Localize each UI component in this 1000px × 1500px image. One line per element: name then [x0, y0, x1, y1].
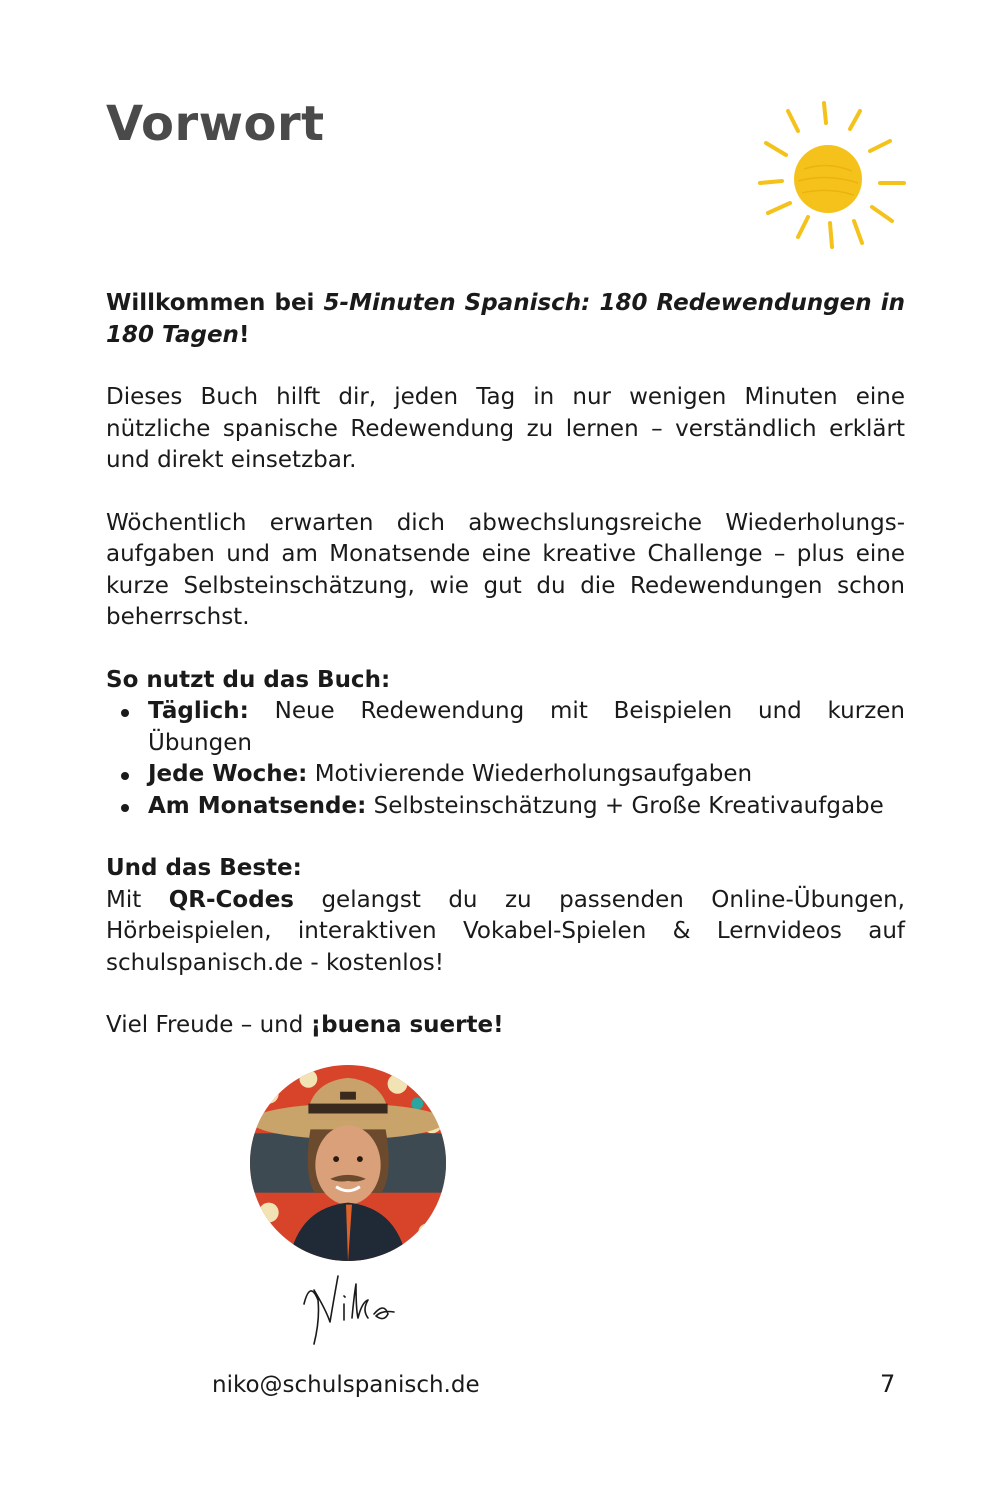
sun-icon [752, 95, 912, 255]
page-number: 7 [880, 1370, 896, 1398]
welcome-suffix: ! [238, 321, 250, 348]
usage-item-label: Jede Woche: [148, 761, 308, 787]
author-email: niko@schulspanisch.de [212, 1372, 480, 1398]
foreword-content [106, 288, 905, 1073]
closing-prefix: Viel Freude – und [106, 1012, 311, 1038]
book-title: 5-Minuten Spanisch: 180 Redewendungen in 180 Tagen [106, 290, 905, 348]
closing-emphasis: ¡buena suerte! [310, 1012, 504, 1038]
closing-paragraph [106, 1010, 905, 1042]
usage-list [106, 696, 905, 822]
best-text: gelangst du zu passenden Online-Übungen, Hörbeispielen, interaktiven Vokabel-Spielen & Lernvideos auf schulspanisch.de - kostenlos! [106, 886, 905, 976]
author-photo [249, 1064, 447, 1262]
welcome-prefix: Willkommen bei [106, 290, 324, 316]
usage-item-text: Neue Redewendung mit Beispielen und kurzen Übungen [148, 698, 905, 756]
usage-heading: So nutzt du das Buch: [106, 666, 391, 693]
usage-item-monthly [148, 791, 905, 823]
weekly-paragraph: Wöchentlich erwarten dich abwechslungsreiche Wiederholungs- aufgaben und am Monatsende eine kreative Challenge – plus eine kurze Selbsteinschätzung, wie gut du die Redewendungen schon beherrschst. [106, 509, 905, 630]
usage-item-text: Selbsteinschätzung + Große Kreativaufgabe [366, 792, 884, 819]
usage-item-label: Am Monatsende: [148, 792, 367, 819]
usage-item-weekly [148, 759, 905, 791]
usage-item-daily [148, 696, 905, 759]
best-paragraph [106, 885, 905, 980]
signature [296, 1270, 406, 1350]
intro-paragraph: Dieses Buch hilft dir, jeden Tag in nur wenigen Minuten eine nützliche spanische Redewendung zu lernen – verständlich erklärt und direkt einsetzbar. [106, 384, 905, 473]
welcome-paragraph [106, 288, 905, 351]
best-prefix: Mit [106, 886, 169, 913]
page-title: Vorwort [106, 96, 325, 152]
qr-codes-label: QR-Codes [168, 886, 294, 913]
usage-item-label: Täglich: [148, 698, 249, 724]
usage-item-text: Motivierende Wiederholungsaufgaben [307, 761, 753, 787]
best-heading: Und das Beste: [106, 855, 302, 881]
